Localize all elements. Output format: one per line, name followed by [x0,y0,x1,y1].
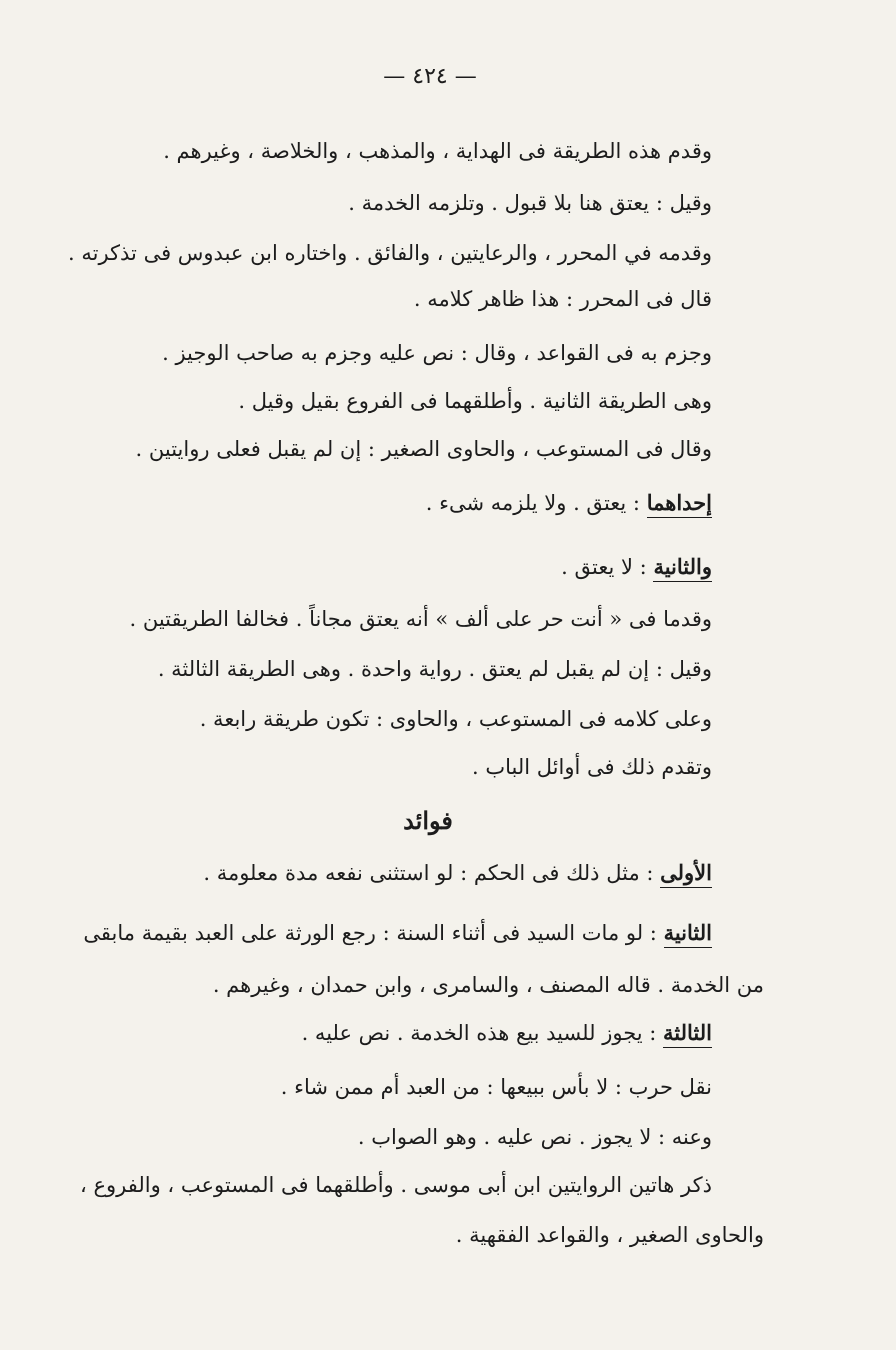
text-line [100,1072,712,1102]
text-line [100,654,712,684]
text-line [67,238,712,268]
text-line [100,704,712,734]
line-text: وهى الطريقة الثانية . وأطلقهما فى الفروع بقيل وقيل . [238,389,712,413]
text-line [100,552,712,582]
line-text: وعنه : لا يجوز . نص عليه . وهو الصواب . [357,1125,712,1149]
text-line [80,1170,712,1200]
section-heading: فوائد [403,806,453,835]
line-lead-word: الثالثة [663,1020,712,1048]
text-line [100,1220,764,1250]
text-line [100,752,712,782]
line-text: : لو مات السيد فى أثناء السنة : رجع الورثة على العبد بقيمة مابقى [83,921,657,945]
text-line [100,604,712,634]
line-text: ذكر هاتين الروايتين ابن أبى موسى . وأطلقهما فى المستوعب ، والفروع ، [80,1173,712,1197]
text-line [100,488,712,518]
line-text: وجزم به فى القواعد ، وقال : نص عليه وجزم به صاحب الوجيز . [162,341,712,365]
text-line [100,338,712,368]
line-text: وتقدم ذلك فى أوائل الباب . [472,755,712,779]
text-line [83,918,712,948]
line-text: : يعتق . ولا يلزمه شىء . [425,491,641,515]
line-text: : يجوز للسيد بيع هذه الخدمة . نص عليه . [301,1021,657,1045]
page-number: — ٤٢٤ — [383,64,477,89]
line-text: وقدمه في المحرر ، والرعايتين ، والفائق . واختاره ابن عبدوس فى تذكرته . [67,241,712,265]
line-text: والحاوى الصغير ، والقواعد الفقهية . [455,1223,764,1247]
text-line [100,970,764,1000]
line-text: وقيل : إن لم يقبل لم يعتق . رواية واحدة . وهى الطريقة الثالثة . [157,657,712,681]
line-text: وقيل : يعتق هنا بلا قبول . وتلزمه الخدمة . [348,191,712,215]
text-line [100,136,712,166]
line-lead-word: الثانية [664,920,712,948]
text-line [100,284,712,314]
text-line [100,1018,712,1048]
line-text: : لا يعتق . [561,555,647,579]
line-text: قال فى المحرر : هذا ظاهر كلامه . [413,287,712,311]
line-text: وعلى كلامه فى المستوعب ، والحاوى : تكون طريقة رابعة . [199,707,712,731]
text-line [100,434,712,464]
text-line [100,386,712,416]
text-line [100,1122,712,1152]
line-text: نقل حرب : لا بأس ببيعها : من العبد أم ممن شاء . [280,1075,712,1099]
line-text: من الخدمة . قاله المصنف ، والسامرى ، وابن حمدان ، وغيرهم . [212,973,764,997]
line-text: وقدما فى « أنت حر على ألف » أنه يعتق مجاناً . فخالفا الطريقتين . [129,607,712,631]
line-text: وقال فى المستوعب ، والحاوى الصغير : إن لم يقبل فعلى روايتين . [135,437,712,461]
line-text: وقدم هذه الطريقة فى الهداية ، والمذهب ، والخلاصة ، وغيرهم . [163,139,712,163]
text-line [100,188,712,218]
line-text: : مثل ذلك فى الحكم : لو استثنى نفعه مدة معلومة . [203,861,654,885]
line-lead-word: والثانية [653,554,712,582]
line-lead-word: الأولى [660,860,712,888]
line-lead-word: إحداهما [647,490,712,518]
text-line [100,858,712,888]
